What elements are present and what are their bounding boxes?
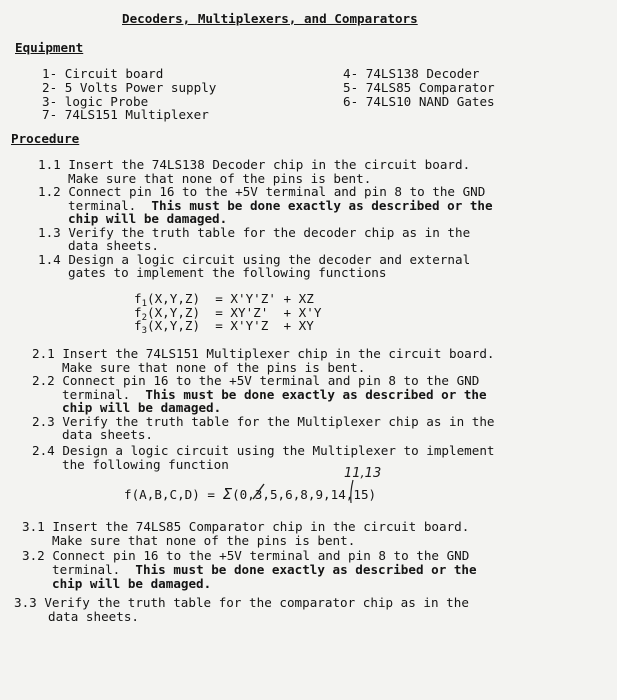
handwritten-note: 11,13 [344, 466, 382, 481]
warning-text: chip will be damaged. [52, 576, 212, 591]
step-2-4: 2.4 Design a logic circuit using the Multiplexer to implement [32, 443, 495, 458]
warning-text: This must be done exactly as described or the [145, 387, 487, 402]
function-subscript: 2 [141, 313, 148, 323]
step-text: the following function [62, 457, 229, 472]
step-text-plain: terminal. [68, 198, 152, 213]
step-2-1: 2.1 Insert the 74LS151 Multiplexer chip in the circuit board. [32, 346, 495, 361]
function-expression: (X,Y,Z) = X'Y'Z' + XZ [147, 291, 314, 306]
strike-mark [253, 484, 264, 499]
equipment-item: 1- Circuit board [42, 66, 164, 81]
equipment-item: 5- 74LS85 Comparator [343, 80, 495, 95]
function-mux: f(A,B,C,D) = Σ(0,3,5,6,8,9,14,15) [124, 485, 377, 503]
warning-text: chip will be damaged. [68, 211, 228, 226]
step-1-2: 1.2 Connect pin 16 to the +5V terminal and pin 8 to the GND [38, 184, 486, 199]
insert-arrow [351, 480, 353, 503]
step-text: data sheets. [48, 609, 139, 624]
function-subscript: 1 [141, 299, 148, 309]
function-name: f [134, 318, 142, 333]
step-text: Make sure that none of the pins is bent. [68, 171, 372, 186]
equipment-item: 7- 74LS151 Multiplexer [42, 107, 209, 122]
function-expression: (X,Y,Z) = XY'Z' + X'Y [147, 305, 322, 320]
function-minterms: (0,3,5,6,8,9,14,15) [232, 487, 377, 502]
function-name: f [134, 305, 142, 320]
warning-text: This must be done exactly as described or the [151, 198, 493, 213]
function-expression: (X,Y,Z) = X'Y'Z + XY [147, 318, 314, 333]
step-text [52, 562, 477, 577]
equipment-item: 3- logic Probe [42, 94, 149, 109]
step-text: Make sure that none of the pins is bent. [52, 533, 356, 548]
step-text-plain: terminal. [62, 387, 146, 402]
step-3-2: 3.2 Connect pin 16 to the +5V terminal and pin 8 to the GND [22, 548, 470, 563]
step-2-2: 2.2 Connect pin 16 to the +5V terminal and pin 8 to the GND [32, 373, 480, 388]
summation-icon: Σ [222, 485, 233, 503]
step-text: data sheets. [62, 427, 153, 442]
warning-text: chip will be damaged. [62, 400, 222, 415]
step-1-3: 1.3 Verify the truth table for the decoder chip as in the [38, 225, 471, 240]
function-name: f [134, 291, 142, 306]
document-title: Decoders, Multiplexers, and Comparators [122, 11, 418, 26]
function-subscript: 3 [141, 326, 148, 336]
equipment-heading: Equipment [15, 40, 84, 55]
procedure-heading: Procedure [11, 131, 80, 146]
step-3-3: 3.3 Verify the truth table for the comparator chip as in the [14, 595, 469, 610]
step-text: data sheets. [68, 238, 159, 253]
step-1-4: 1.4 Design a logic circuit using the decoder and external [38, 252, 471, 267]
equipment-item: 2- 5 Volts Power supply [42, 80, 217, 95]
step-1-1: 1.1 Insert the 74LS138 Decoder chip in the circuit board. [38, 157, 471, 172]
step-text: Make sure that none of the pins is bent. [62, 360, 366, 375]
step-text-plain: terminal. [52, 562, 136, 577]
step-2-3: 2.3 Verify the truth table for the Multiplexer chip as in the [32, 414, 495, 429]
step-3-1: 3.1 Insert the 74LS85 Comparator chip in the circuit board. [22, 519, 470, 534]
warning-text: This must be done exactly as described or the [135, 562, 477, 577]
equipment-item: 6- 74LS10 NAND Gates [343, 94, 495, 109]
equipment-item: 4- 74LS138 Decoder [343, 66, 480, 81]
step-text: gates to implement the following functions [68, 265, 387, 280]
function-lhs: f(A,B,C,D) [124, 487, 200, 502]
